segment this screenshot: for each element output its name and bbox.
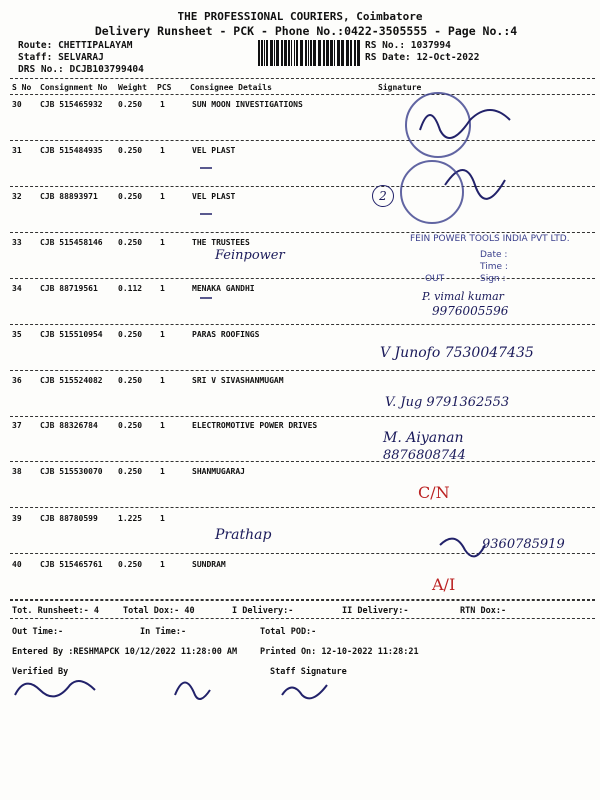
total-pod: Total POD:-	[260, 627, 317, 637]
consignee-cell: VEL PLAST	[192, 146, 236, 155]
drs-value: DCJB103799404	[69, 64, 144, 75]
consignment-cell: CJB 515524082	[40, 376, 103, 385]
sno-cell: 30	[12, 100, 22, 109]
handwritten-name: M. Aiyanan	[383, 430, 464, 446]
i-delivery: I Delivery:-	[232, 606, 294, 616]
consignment-cell: CJB 515510954	[40, 330, 103, 339]
sno-cell: 39	[12, 514, 22, 523]
col-consignment: Consignment No	[40, 83, 108, 92]
rs-date-label: RS Date:	[365, 52, 411, 63]
stamp-date-label: Date :	[480, 250, 508, 260]
consignee-cell: SUN MOON INVESTIGATIONS	[192, 100, 303, 109]
consignee-cell: PARAS ROOFINGS	[192, 330, 260, 339]
sno-cell: 37	[12, 421, 22, 430]
divider	[10, 618, 595, 619]
pcs-cell: 1	[160, 330, 165, 339]
consignment-cell: CJB 515465932	[40, 100, 103, 109]
company-stamp-round	[400, 160, 464, 224]
staff-label: Staff:	[18, 52, 53, 63]
in-time: In Time:-	[140, 627, 187, 637]
consignee-cell: VEL PLAST	[192, 192, 236, 201]
fein-stamp-company: FEIN POWER TOOLS INDIA PVT LTD.	[410, 234, 570, 244]
consignment-cell: CJB 88893971	[40, 192, 98, 201]
printed-on: Printed On: 12-10-2022 11:28:21	[260, 647, 419, 657]
col-consignee: Consignee Details	[190, 83, 272, 92]
sno-cell: 31	[12, 146, 22, 155]
weight-cell: 0.250	[118, 100, 143, 109]
rs-date-value: 12-Oct-2022	[416, 52, 480, 63]
stamp-time-label: Time :	[480, 262, 508, 272]
rs-no-value: 1037994	[410, 40, 451, 51]
sno-cell: 36	[12, 376, 22, 385]
sno-cell: 33	[12, 238, 22, 247]
circled-number: 2	[372, 185, 394, 207]
handwritten-phone: 8876808744	[383, 448, 466, 463]
verified-by: Verified By	[12, 667, 69, 677]
weight-cell: 0.250	[118, 560, 143, 569]
weight-cell: 0.250	[118, 192, 143, 201]
handwritten-phone: 9976005596	[432, 304, 509, 318]
weight-cell: 0.250	[118, 238, 143, 247]
out-time: Out Time:-	[12, 627, 64, 637]
handwritten-note: V. Jug 9791362553	[385, 395, 510, 410]
handwritten-note: C/N	[418, 483, 450, 502]
sno-cell: 35	[12, 330, 22, 339]
sno-cell: 40	[12, 560, 22, 569]
handwritten-name: P. vimal kumar	[422, 290, 504, 303]
consignment-cell: CJB 515465761	[40, 560, 103, 569]
staff-signature: Staff Signature	[270, 667, 347, 677]
sno-cell: 32	[12, 192, 22, 201]
weight-cell: 0.250	[118, 376, 143, 385]
col-signature: Signature	[378, 83, 422, 92]
rs-no-label: RS No.:	[365, 40, 406, 51]
route-label: Route:	[18, 40, 53, 51]
weight-cell: 0.250	[118, 421, 143, 430]
ii-delivery: II Delivery:-	[342, 606, 409, 616]
entered-by: Entered By :RESHMAPCK 10/12/2022 11:28:00 AM	[12, 647, 238, 657]
handwritten-name: Prathap	[215, 527, 272, 543]
consignee-cell: SUNDRAM	[192, 560, 226, 569]
consignee-cell: ELECTROMOTIVE POWER DRIVES	[192, 421, 318, 430]
consignee-cell: SRI V SIVASHANMUGAM	[192, 376, 284, 385]
consignee-cell: SHANMUGARAJ	[192, 467, 245, 476]
pcs-cell: 1	[160, 146, 165, 155]
consignment-cell: CJB 515530070	[40, 467, 103, 476]
pcs-cell: 1	[160, 284, 165, 293]
weight-cell: 0.112	[118, 284, 143, 293]
pcs-cell: 1	[160, 467, 165, 476]
stamp-sign-label: Sign :	[480, 274, 506, 284]
pcs-cell: 1	[160, 100, 165, 109]
consignment-cell: CJB 88326784	[40, 421, 98, 430]
rtn-dox: RTN Dox:-	[460, 606, 507, 616]
divider	[10, 600, 595, 601]
weight-cell: 0.250	[118, 330, 143, 339]
consignee-cell: MENAKA GANDHI	[192, 284, 255, 293]
pcs-cell: 1	[160, 560, 165, 569]
consignment-cell: CJB 515484935	[40, 146, 103, 155]
weight-cell: 0.250	[118, 146, 143, 155]
handwritten-name: Feinpower	[215, 248, 285, 263]
consignment-cell: CJB 88780599	[40, 514, 98, 523]
pcs-cell: 1	[160, 421, 165, 430]
staff-value: SELVARAJ	[58, 52, 104, 63]
runsheet-subtitle: Delivery Runsheet - PCK - Phone No.:0422-3505555 - Page No.:4	[94, 24, 518, 38]
stamp-out-label: OUT	[425, 274, 445, 284]
pcs-cell: 1	[160, 514, 165, 523]
tot-runsheet: Tot. Runsheet:- 4	[12, 606, 99, 616]
sno-cell: 34	[12, 284, 22, 293]
col-pcs: PCS	[157, 83, 172, 92]
drs-label: DRS No.:	[18, 64, 64, 75]
col-sno: S No	[12, 83, 32, 92]
pcs-cell: 1	[160, 238, 165, 247]
consignment-cell: CJB 515458146	[40, 238, 103, 247]
weight-cell: 0.250	[118, 467, 143, 476]
company-title: THE PROFESSIONAL COURIERS, Coimbatore	[177, 10, 423, 23]
weight-cell: 1.225	[118, 514, 143, 523]
sno-cell: 38	[12, 467, 22, 476]
consignment-cell: CJB 88719561	[40, 284, 98, 293]
total-dox: Total Dox:- 40	[123, 606, 195, 616]
route-value: CHETTIPALAYAM	[58, 40, 133, 51]
handwritten-note: A/I	[432, 575, 456, 594]
col-weight: Weight	[118, 83, 147, 92]
handwritten-note: V Junofo 7530047435	[380, 345, 534, 361]
handwritten-phone: 9360785919	[482, 537, 565, 552]
pcs-cell: 1	[160, 376, 165, 385]
consignee-cell: THE TRUSTEES	[192, 238, 250, 247]
pcs-cell: 1	[160, 192, 165, 201]
